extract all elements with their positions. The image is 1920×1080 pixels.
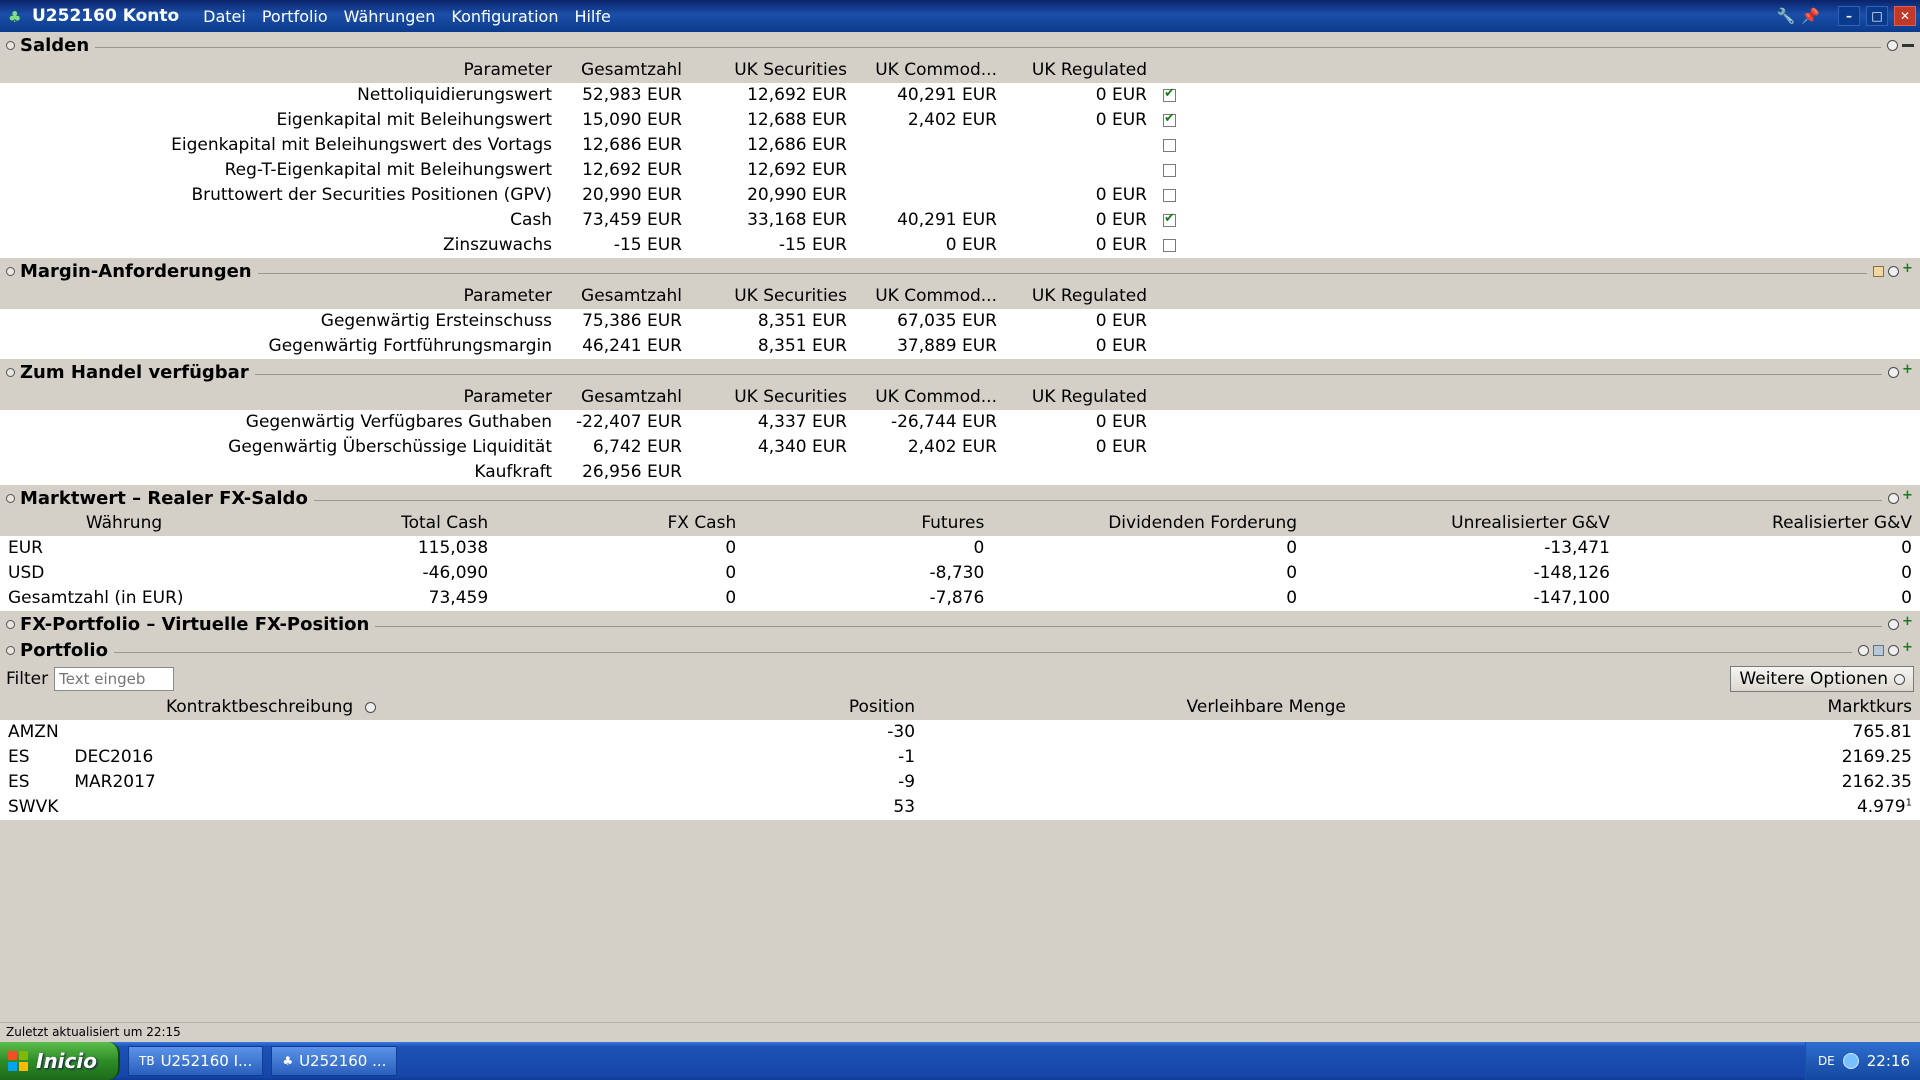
- col-gesamtzahl[interactable]: Gesamtzahl: [560, 385, 690, 410]
- col-position[interactable]: Position: [542, 695, 924, 720]
- cell-total-cash: 115,038: [248, 536, 496, 561]
- taskbar-item-label: U252160 I...: [160, 1052, 253, 1070]
- cell-commodities: [855, 183, 1005, 208]
- cell-price: [1354, 745, 1920, 770]
- cell-realized: 0: [1618, 561, 1920, 586]
- row-checkbox[interactable]: [1163, 189, 1176, 202]
- cell-parameter: Gegenwärtig Ersteinschuss: [0, 309, 560, 334]
- table-row[interactable]: [0, 183, 1920, 208]
- cell-currency: EUR: [0, 536, 248, 561]
- row-checkbox[interactable]: [1163, 114, 1176, 127]
- col-parameter[interactable]: Parameter: [0, 58, 560, 83]
- cell-securities: 12,686 EUR: [690, 133, 855, 158]
- cell-currency: USD: [0, 561, 248, 586]
- section-icons-handel: [1888, 367, 1918, 378]
- taskbar-item-label: U252160 ...: [299, 1052, 387, 1070]
- col-label: Kontraktbeschreibung: [165, 697, 354, 717]
- col-unrealisierter[interactable]: Unrealisierter G&V: [1305, 511, 1618, 536]
- table-row[interactable]: [0, 435, 1920, 460]
- header-rule: [258, 273, 1867, 274]
- cell-lendable: [923, 795, 1354, 820]
- table-salden: [0, 58, 1920, 258]
- section-icons-margin: [1873, 266, 1918, 277]
- filter-input[interactable]: [54, 667, 174, 691]
- cell-total: -22,407 EUR: [560, 410, 690, 435]
- expand-icon[interactable]: [1903, 367, 1914, 378]
- cell-commodities: 2,402 EUR: [855, 435, 1005, 460]
- title-bar: [0, 0, 1920, 32]
- table-row[interactable]: [0, 586, 1920, 611]
- section-title-handel: Zum Handel verfügbar: [20, 361, 249, 383]
- cell-dividends: 0: [992, 561, 1305, 586]
- menu-hilfe[interactable]: Hilfe: [574, 6, 611, 26]
- expand-icon[interactable]: [1903, 645, 1914, 656]
- close-button[interactable]: ✕: [1894, 6, 1916, 26]
- cell-total: 6,742 EUR: [560, 435, 690, 460]
- cell-regulated: 0 EUR: [1005, 183, 1155, 208]
- col-uk-commodities[interactable]: UK Commod...: [855, 284, 1005, 309]
- col-marktkurs[interactable]: Marktkurs: [1354, 695, 1920, 720]
- cell-unrealized: -147,100: [1305, 586, 1618, 611]
- cell-position: -1: [542, 745, 924, 770]
- windows-logo-icon: [8, 1051, 28, 1071]
- price-value: 4.979: [1856, 797, 1906, 817]
- cell-dividends: 0: [992, 536, 1305, 561]
- cell-price: [1354, 770, 1920, 795]
- taskbar: [0, 1042, 1920, 1080]
- cell-parameter: Bruttowert der Securities Positionen (GPV): [0, 183, 560, 208]
- clock[interactable]: 22:16: [1866, 1052, 1910, 1070]
- cell-unrealized: -13,471: [1305, 536, 1618, 561]
- pin-icon[interactable]: 📌: [1801, 7, 1820, 25]
- cell-total: 12,692 EUR: [560, 158, 690, 183]
- cell-securities: 8,351 EUR: [690, 334, 855, 359]
- cell-lendable: [923, 745, 1354, 770]
- cell-realized: 0: [1618, 586, 1920, 611]
- sort-icon[interactable]: [365, 702, 376, 713]
- collapse-toggle-icon[interactable]: [6, 646, 15, 655]
- cell-commodities: 40,291 EUR: [855, 83, 1005, 108]
- cell-regulated: 0 EUR: [1005, 334, 1155, 359]
- cell-regulated: [1005, 460, 1155, 485]
- cell-total: 75,386 EUR: [560, 309, 690, 334]
- contract-symbol: ES: [8, 747, 30, 767]
- title-bar-controls: [1777, 0, 1916, 32]
- collapse-toggle-icon[interactable]: [6, 620, 15, 629]
- cell-parameter: Kaufkraft: [0, 460, 560, 485]
- cell-checkbox[interactable]: [1155, 108, 1185, 133]
- taskbar-item-tws[interactable]: [128, 1046, 263, 1076]
- col-fx-cash[interactable]: FX Cash: [496, 511, 744, 536]
- table-row[interactable]: [0, 309, 1920, 334]
- table-portfolio: [0, 695, 1920, 820]
- header-rule: [375, 626, 1882, 627]
- table-row[interactable]: [0, 561, 1920, 586]
- header-rule: [114, 652, 1852, 653]
- row-checkbox[interactable]: [1163, 164, 1176, 177]
- col-gesamtzahl[interactable]: Gesamtzahl: [560, 58, 690, 83]
- cell-total: 26,956 EUR: [560, 460, 690, 485]
- menu-portfolio[interactable]: Portfolio: [261, 6, 328, 26]
- col-realisierter[interactable]: Realisierter G&V: [1618, 511, 1920, 536]
- system-tray: [1805, 1042, 1920, 1080]
- cell-total: -15 EUR: [560, 233, 690, 258]
- cell-futures: -7,876: [744, 586, 992, 611]
- table-header-row: [0, 58, 1920, 83]
- col-uk-securities[interactable]: UK Securities: [690, 385, 855, 410]
- cell-contract: [0, 770, 542, 795]
- table-row[interactable]: [0, 83, 1920, 108]
- cell-securities: 8,351 EUR: [690, 309, 855, 334]
- contract-expiry: MAR2017: [74, 772, 156, 792]
- minimize-button[interactable]: –: [1838, 6, 1860, 26]
- cell-regulated: [1005, 133, 1155, 158]
- price-value: 2169.25: [1841, 747, 1912, 767]
- cell-position: -30: [542, 720, 924, 745]
- cell-parameter: Eigenkapital mit Beleihungswert des Vortags: [0, 133, 560, 158]
- cell-futures: -8,730: [744, 561, 992, 586]
- cell-realized: 0: [1618, 536, 1920, 561]
- section-header-marktwert[interactable]: [0, 485, 1920, 511]
- cell-position: 53: [542, 795, 924, 820]
- collapse-toggle-icon[interactable]: [6, 494, 15, 503]
- content-area: [0, 32, 1920, 1042]
- cell-parameter: Gegenwärtig Verfügbares Guthaben: [0, 410, 560, 435]
- header-rule: [255, 374, 1882, 375]
- portfolio-filter-row: [0, 663, 1920, 695]
- cell-dividends: 0: [992, 586, 1305, 611]
- col-parameter[interactable]: Parameter: [0, 284, 560, 309]
- col-uk-regulated[interactable]: UK Regulated: [1005, 284, 1155, 309]
- cell-position: -9: [542, 770, 924, 795]
- col-uk-commodities[interactable]: UK Commod...: [855, 58, 1005, 83]
- menu-konfiguration[interactable]: Konfiguration: [451, 6, 559, 26]
- cell-regulated: [1005, 158, 1155, 183]
- col-futures[interactable]: Futures: [744, 511, 992, 536]
- cell-commodities: 2,402 EUR: [855, 108, 1005, 133]
- contract-symbol: SWVK: [8, 797, 59, 817]
- cell-parameter: Reg-T-Eigenkapital mit Beleihungswert: [0, 158, 560, 183]
- settings-icon[interactable]: [1888, 367, 1899, 378]
- table-handel: [0, 385, 1920, 485]
- row-checkbox[interactable]: [1163, 214, 1176, 227]
- table-row[interactable]: [0, 770, 1920, 795]
- cell-securities: 12,688 EUR: [690, 108, 855, 133]
- collapse-icon[interactable]: [1902, 44, 1914, 47]
- columns-icon[interactable]: [1873, 645, 1884, 656]
- cell-checkbox[interactable]: [1155, 233, 1185, 258]
- table-row[interactable]: [0, 158, 1920, 183]
- section-icons-portfolio: [1858, 645, 1918, 656]
- table-row[interactable]: [0, 536, 1920, 561]
- cell-regulated: 0 EUR: [1005, 410, 1155, 435]
- cell-securities: 20,990 EUR: [690, 183, 855, 208]
- section-header-portfolio[interactable]: [0, 637, 1920, 663]
- section-icons-salden: [1887, 40, 1918, 51]
- price-superscript: 1: [1905, 797, 1912, 809]
- taskbar-item-account[interactable]: [271, 1046, 397, 1076]
- col-uk-commodities[interactable]: UK Commod...: [855, 385, 1005, 410]
- expand-icon[interactable]: [1903, 266, 1914, 277]
- col-uk-regulated[interactable]: UK Regulated: [1005, 58, 1155, 83]
- cell-fx-cash: 0: [496, 536, 744, 561]
- settings-icon[interactable]: [1858, 645, 1869, 656]
- col-check: [1155, 58, 1185, 83]
- cell-commodities: 40,291 EUR: [855, 208, 1005, 233]
- price-value: 765.81: [1852, 722, 1912, 742]
- menu-waehrungen[interactable]: Währungen: [343, 6, 436, 26]
- cell-price: [1354, 720, 1920, 745]
- cell-regulated: 0 EUR: [1005, 233, 1155, 258]
- expand-icon[interactable]: [1903, 493, 1914, 504]
- table-row[interactable]: [0, 133, 1920, 158]
- section-icons-fx-portfolio: [1888, 619, 1918, 630]
- filter-label: Filter: [6, 669, 49, 689]
- table-row[interactable]: [0, 720, 1920, 745]
- cell-currency: Gesamtzahl (in EUR): [0, 586, 248, 611]
- row-checkbox[interactable]: [1163, 139, 1176, 152]
- cell-checkbox[interactable]: [1155, 133, 1185, 158]
- cell-parameter: Nettoliquidierungswert: [0, 83, 560, 108]
- col-uk-securities[interactable]: UK Securities: [690, 58, 855, 83]
- maximize-button[interactable]: □: [1866, 6, 1888, 26]
- status-bar: Zuletzt aktualisiert um 22:15: [0, 1022, 1920, 1042]
- cell-total-cash: -46,090: [248, 561, 496, 586]
- table-header-row: [0, 695, 1920, 720]
- section-title-fx-portfolio: FX-Portfolio – Virtuelle FX-Position: [20, 613, 370, 635]
- collapse-toggle-icon[interactable]: [6, 368, 15, 377]
- cell-regulated: 0 EUR: [1005, 108, 1155, 133]
- col-filler: [1185, 58, 1920, 83]
- cell-fx-cash: 0: [496, 561, 744, 586]
- settings-icon[interactable]: [1888, 266, 1899, 277]
- table-header-row: [0, 284, 1920, 309]
- header-rule: [95, 47, 1881, 48]
- cell-regulated: 0 EUR: [1005, 309, 1155, 334]
- price-value: 2162.35: [1841, 772, 1912, 792]
- cell-contract: [0, 795, 542, 820]
- cell-checkbox[interactable]: [1155, 208, 1185, 233]
- col-kontraktbeschreibung[interactable]: [0, 695, 542, 720]
- table-row[interactable]: [0, 108, 1920, 133]
- col-dividenden[interactable]: Dividenden Forderung: [992, 511, 1305, 536]
- col-total-cash[interactable]: Total Cash: [248, 511, 496, 536]
- more-options-button[interactable]: [1730, 666, 1914, 692]
- wrench-icon[interactable]: 🔧: [1776, 7, 1796, 25]
- cell-total-cash: 73,459: [248, 586, 496, 611]
- cell-commodities: [855, 133, 1005, 158]
- cell-parameter: Eigenkapital mit Beleihungswert: [0, 108, 560, 133]
- col-waehrung[interactable]: Währung: [0, 511, 248, 536]
- start-button[interactable]: [0, 1042, 120, 1080]
- cell-total: 12,686 EUR: [560, 133, 690, 158]
- cell-securities: 4,340 EUR: [690, 435, 855, 460]
- table-row[interactable]: [0, 233, 1920, 258]
- cell-total: 15,090 EUR: [560, 108, 690, 133]
- section-title-portfolio: Portfolio: [20, 639, 108, 661]
- cell-securities: 12,692 EUR: [690, 158, 855, 183]
- cell-contract: [0, 745, 542, 770]
- cell-lendable: [923, 720, 1354, 745]
- cell-parameter: Gegenwärtig Fortführungsmargin: [0, 334, 560, 359]
- more-options-label: Weitere Optionen: [1739, 669, 1888, 689]
- cell-total: 52,983 EUR: [560, 83, 690, 108]
- cell-parameter: Cash: [0, 208, 560, 233]
- cell-regulated: 0 EUR: [1005, 435, 1155, 460]
- table-header-row: [0, 511, 1920, 536]
- table-row[interactable]: [0, 334, 1920, 359]
- table-row[interactable]: [0, 208, 1920, 233]
- cell-commodities: 0 EUR: [855, 233, 1005, 258]
- table-row[interactable]: [0, 795, 1920, 820]
- section-icons-marktwert: [1888, 493, 1918, 504]
- empty-area: [0, 820, 1920, 1022]
- section-header-salden[interactable]: [0, 32, 1920, 58]
- section-title-marktwert: Marktwert – Realer FX-Saldo: [20, 487, 308, 509]
- settings-icon[interactable]: [1888, 619, 1899, 630]
- row-checkbox[interactable]: [1163, 89, 1176, 102]
- cell-total: 20,990 EUR: [560, 183, 690, 208]
- cell-unrealized: -148,126: [1305, 561, 1618, 586]
- cell-commodities: 67,035 EUR: [855, 309, 1005, 334]
- table-row[interactable]: [0, 410, 1920, 435]
- tws-icon: TB: [139, 1054, 155, 1068]
- cell-regulated: 0 EUR: [1005, 83, 1155, 108]
- tray-icon[interactable]: [1843, 1053, 1859, 1069]
- cell-fx-cash: 0: [496, 586, 744, 611]
- contract-symbol: AMZN: [8, 722, 59, 742]
- section-title-salden: Salden: [20, 34, 90, 56]
- menu-datei[interactable]: Datei: [203, 6, 246, 26]
- cell-securities: 4,337 EUR: [690, 410, 855, 435]
- cell-checkbox[interactable]: [1155, 158, 1185, 183]
- cell-checkbox[interactable]: [1155, 83, 1185, 108]
- window-title: U252160 Konto: [32, 6, 180, 26]
- collapse-toggle-icon[interactable]: [6, 41, 15, 50]
- table-row[interactable]: [0, 745, 1920, 770]
- cell-total: 46,241 EUR: [560, 334, 690, 359]
- language-indicator[interactable]: DE: [1817, 1054, 1835, 1068]
- chevron-down-icon[interactable]: [1894, 674, 1905, 685]
- cell-securities: [690, 460, 855, 485]
- cell-price: [1354, 795, 1920, 820]
- cell-commodities: 37,889 EUR: [855, 334, 1005, 359]
- cell-securities: -15 EUR: [690, 233, 855, 258]
- settings-icon[interactable]: [1887, 40, 1898, 51]
- cell-commodities: [855, 158, 1005, 183]
- table-row[interactable]: [0, 460, 1920, 485]
- cell-total: 73,459 EUR: [560, 208, 690, 233]
- table-margin: [0, 284, 1920, 359]
- cell-commodities: -26,744 EUR: [855, 410, 1005, 435]
- cell-securities: 12,692 EUR: [690, 83, 855, 108]
- section-header-handel[interactable]: [0, 359, 1920, 385]
- contract-symbol: ES: [8, 772, 30, 792]
- start-label: Inicio: [36, 1049, 97, 1073]
- col-verleihbare-menge[interactable]: Verleihbare Menge: [923, 695, 1354, 720]
- section-header-margin[interactable]: [0, 258, 1920, 284]
- table-marktwert: [0, 511, 1920, 611]
- table-header-row: [0, 385, 1920, 410]
- cell-parameter: Zinszuwachs: [0, 233, 560, 258]
- menu-bar: [195, 5, 619, 28]
- cell-securities: 33,168 EUR: [690, 208, 855, 233]
- settings-icon[interactable]: [1888, 493, 1899, 504]
- col-uk-securities[interactable]: UK Securities: [690, 284, 855, 309]
- section-header-fx-portfolio[interactable]: [0, 611, 1920, 637]
- cell-parameter: Gegenwärtig Überschüssige Liquidität: [0, 435, 560, 460]
- cell-checkbox[interactable]: [1155, 183, 1185, 208]
- collapse-toggle-icon[interactable]: [6, 267, 15, 276]
- row-checkbox[interactable]: [1163, 239, 1176, 252]
- info-icon[interactable]: [1888, 645, 1899, 656]
- cell-commodities: [855, 460, 1005, 485]
- chart-icon[interactable]: [1873, 266, 1884, 277]
- cell-regulated: 0 EUR: [1005, 208, 1155, 233]
- col-gesamtzahl[interactable]: Gesamtzahl: [560, 284, 690, 309]
- cell-contract: [0, 720, 542, 745]
- col-parameter[interactable]: Parameter: [0, 385, 560, 410]
- header-rule: [314, 500, 1882, 501]
- contract-expiry: DEC2016: [74, 747, 154, 767]
- col-uk-regulated[interactable]: UK Regulated: [1005, 385, 1155, 410]
- clover-icon: ♣: [282, 1054, 294, 1068]
- app-icon: ♣: [8, 8, 22, 26]
- section-title-margin: Margin-Anforderungen: [20, 260, 252, 282]
- cell-futures: 0: [744, 536, 992, 561]
- cell-lendable: [923, 770, 1354, 795]
- expand-icon[interactable]: [1903, 619, 1914, 630]
